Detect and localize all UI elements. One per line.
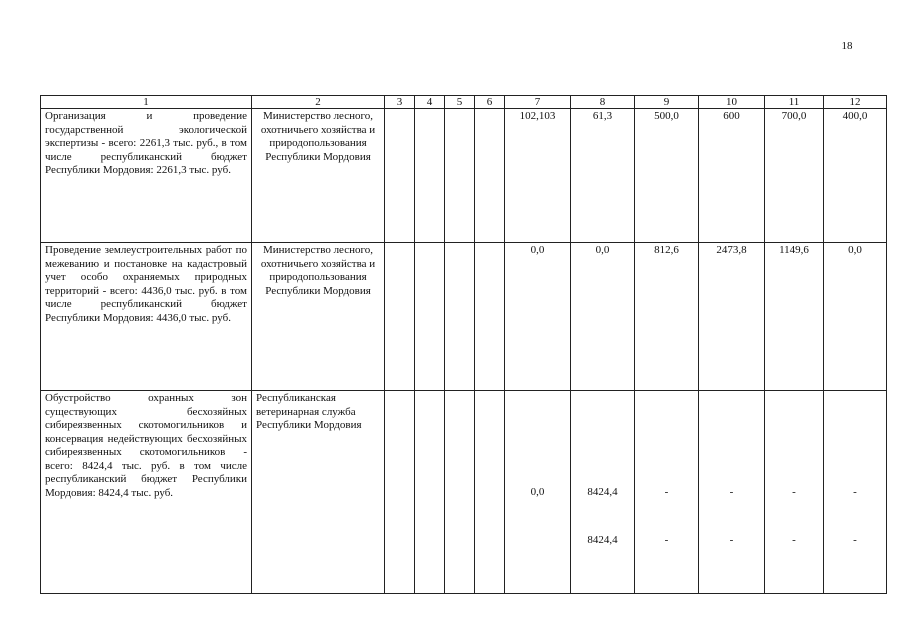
total-value: - [792,486,796,498]
cell-12: 0,0 [824,243,887,391]
cell-4 [415,109,445,243]
budget-value: - [853,534,857,546]
cell-4 [415,243,445,391]
cell-9 [635,391,699,594]
cell-4 [415,391,445,594]
col-header-12: 12 [824,96,887,109]
cell-9: 500,0 [635,109,699,243]
cell-5 [445,391,475,594]
measure-description: Организация и проведение государственной экологической экспертизы - всего: 2261,3 тыс. руб., в том числе республиканский бюджет Республики Мордовия: 2261,3 тыс. руб. [41,109,252,243]
header-row [41,96,887,109]
cell-3 [385,243,415,391]
cell-7: 102,103 [505,109,571,243]
measure-description: Обустройство охранных зон существующих бесхозяйных сибиреязвенных скотомогильников и консервация недействующих бесхозяйных сибиреязвенных скотомогильников - всего: 8424,4 тыс. руб. в том числе республиканский бюджет Республики Мордовия: 8424,4 тыс. руб. [41,391,252,594]
col-header-6: 6 [475,96,505,109]
col-header-3: 3 [385,96,415,109]
cell-8: 61,3 [571,109,635,243]
cell-3 [385,391,415,594]
cell-10 [699,391,765,594]
page-number: 18 [841,40,853,52]
budget-value: - [664,534,669,546]
executor: Министерство лесного, охотничьего хозяйства и природопользования Республики Мордовия [252,243,385,391]
table-row [41,391,887,594]
col-header-8: 8 [571,96,635,109]
cell-8 [571,391,635,594]
budget-value: - [792,534,796,546]
total-value: - [729,486,734,498]
cell-11: 700,0 [765,109,824,243]
cell-9: 812,6 [635,243,699,391]
total-value: 0,0 [530,486,545,498]
col-header-9: 9 [635,96,699,109]
cell-3 [385,109,415,243]
total-value: 8424,4 [587,486,618,498]
col-header-7: 7 [505,96,571,109]
col-header-4: 4 [415,96,445,109]
cell-7: 0,0 [505,243,571,391]
cell-5 [445,109,475,243]
cell-12: 400,0 [824,109,887,243]
budget-value: 8424,4 [587,534,618,546]
executor: Республиканская ветеринарная служба Республики Мордовия [252,391,385,594]
total-value: - [664,486,669,498]
col-header-2: 2 [252,96,385,109]
total-value: - [853,486,857,498]
cell-6 [475,391,505,594]
col-header-10: 10 [699,96,765,109]
program-budget-table [40,95,887,594]
col-header-11: 11 [765,96,824,109]
cell-10: 2473,8 [699,243,765,391]
executor: Министерство лесного, охотничьего хозяйства и природопользования Республики Мордовия [252,109,385,243]
cell-10: 600 [699,109,765,243]
cell-11: 1149,6 [765,243,824,391]
cell-12 [824,391,887,594]
cell-11 [765,391,824,594]
measure-description: Проведение землеустроительных работ по межеванию и постановке на кадастровый учет особо охраняемых природных территорий - всего: 4436,0 тыс. руб. в том числе республиканский бюджет Республики Мордовия: 4436,0 тыс. руб. [41,243,252,391]
col-header-5: 5 [445,96,475,109]
cell-6 [475,109,505,243]
col-header-1: 1 [41,96,252,109]
cell-6 [475,243,505,391]
cell-5 [445,243,475,391]
budget-value: - [729,534,734,546]
cell-7 [505,391,571,594]
table-row [41,109,887,243]
cell-8: 0,0 [571,243,635,391]
table-row [41,243,887,391]
